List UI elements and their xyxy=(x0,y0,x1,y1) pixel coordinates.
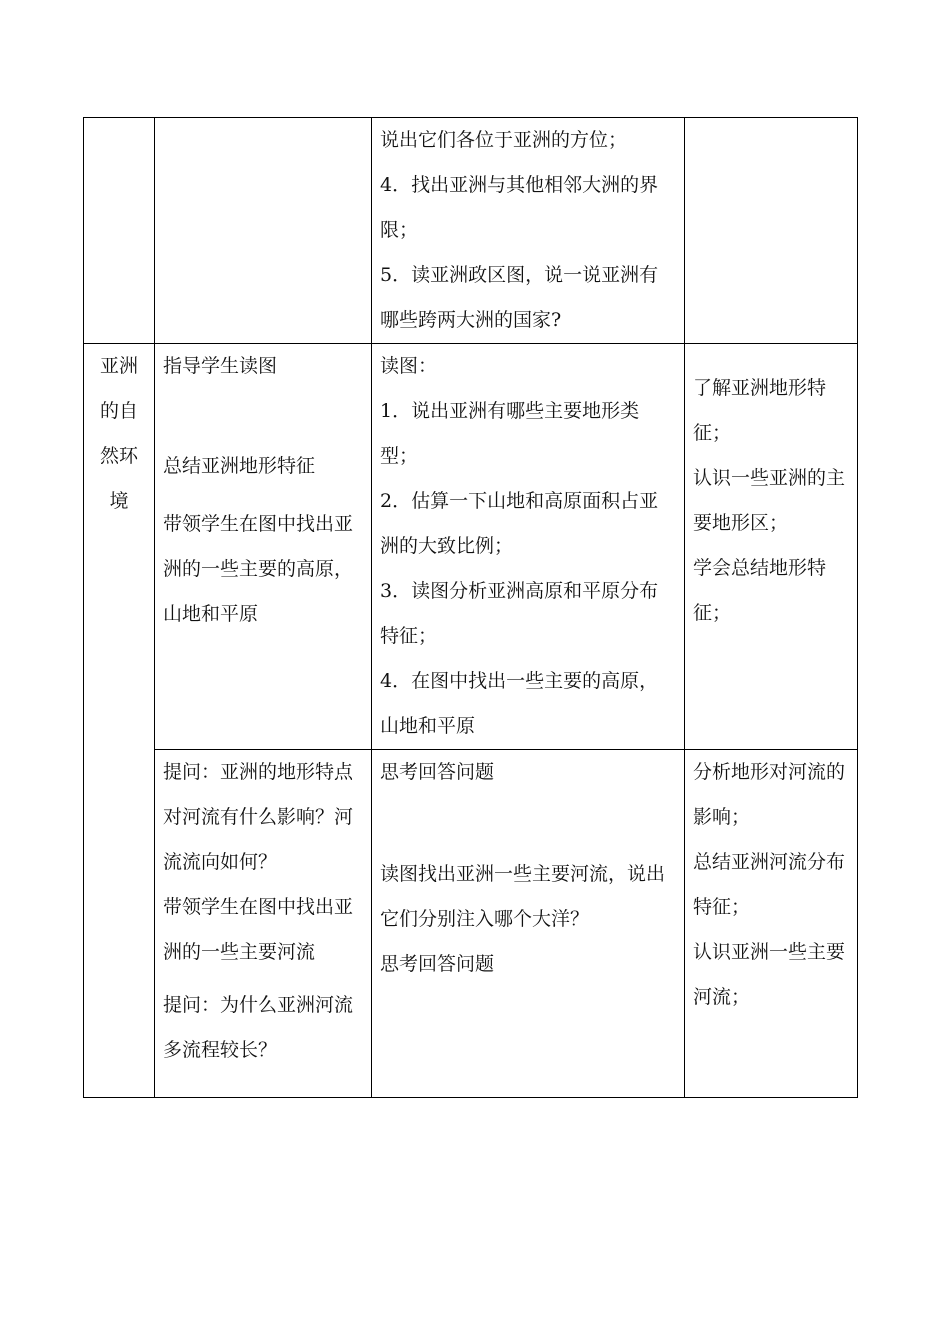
goal-text: 总结亚洲河流分布特征； xyxy=(693,851,846,918)
topic-text: 亚洲的自然环境 xyxy=(99,355,138,512)
student-text: 1．说出亚洲有哪些主要地形类型； xyxy=(380,400,640,467)
goal-cell xyxy=(685,118,858,344)
student-text: 5．读亚洲政区图，说一说亚洲有哪些跨两大洲的国家? xyxy=(380,264,659,331)
student-text: 3．读图分析亚洲高原和平原分布特征； xyxy=(380,580,659,647)
goal-text: 分析地形对河流的影响； xyxy=(693,761,846,828)
table-row xyxy=(84,750,858,1098)
teacher-activity-cell xyxy=(155,118,372,344)
goal-text: 认识一些亚洲的主要地形区； xyxy=(693,467,846,534)
goal-cell xyxy=(685,344,858,750)
goal-text: 学会总结地形特征； xyxy=(693,557,827,624)
table-row xyxy=(84,344,858,750)
teacher-text: 总结亚洲地形特征 xyxy=(163,455,316,477)
teacher-text: 提问：为什么亚洲河流多流程较长？ xyxy=(163,994,354,1061)
teacher-text: 带领学生在图中找出亚洲的一些主要河流 xyxy=(163,896,354,963)
teacher-text: 提问：亚洲的地形特点对河流有什么影响？河流流向如何？ xyxy=(163,761,354,873)
student-text: 4．在图中找出一些主要的高原，山地和平原 xyxy=(380,670,659,737)
student-text: 读图： xyxy=(380,355,438,377)
student-activity-cell xyxy=(372,750,685,1098)
topic-cell xyxy=(84,118,155,344)
goal-text: 认识亚洲一些主要河流； xyxy=(693,941,846,1008)
student-text: 说出它们各位于亚洲的方位； xyxy=(380,129,628,151)
teacher-text: 带领学生在图中找出亚洲的一些主要的高原，山地和平原 xyxy=(163,513,354,625)
student-text: 4．找出亚洲与其他相邻大洲的界限； xyxy=(380,174,659,241)
student-text: 思考回答问题 xyxy=(380,761,495,783)
student-text: 2．估算一下山地和高原面积占亚洲的大致比例； xyxy=(380,490,659,557)
goal-text: 了解亚洲地形特征； xyxy=(693,377,827,444)
teacher-activity-cell xyxy=(155,344,372,750)
goal-cell xyxy=(685,750,858,1098)
topic-cell xyxy=(84,344,155,1098)
student-text: 思考回答问题 xyxy=(380,953,495,975)
table-row xyxy=(84,118,858,344)
lesson-plan-table xyxy=(83,117,858,1098)
student-activity-cell xyxy=(372,118,685,344)
teacher-text: 指导学生读图 xyxy=(163,355,278,377)
teacher-activity-cell xyxy=(155,750,372,1098)
student-activity-cell xyxy=(372,344,685,750)
student-text: 读图找出亚洲一些主要河流，说出它们分别注入哪个大洋？ xyxy=(380,863,666,930)
